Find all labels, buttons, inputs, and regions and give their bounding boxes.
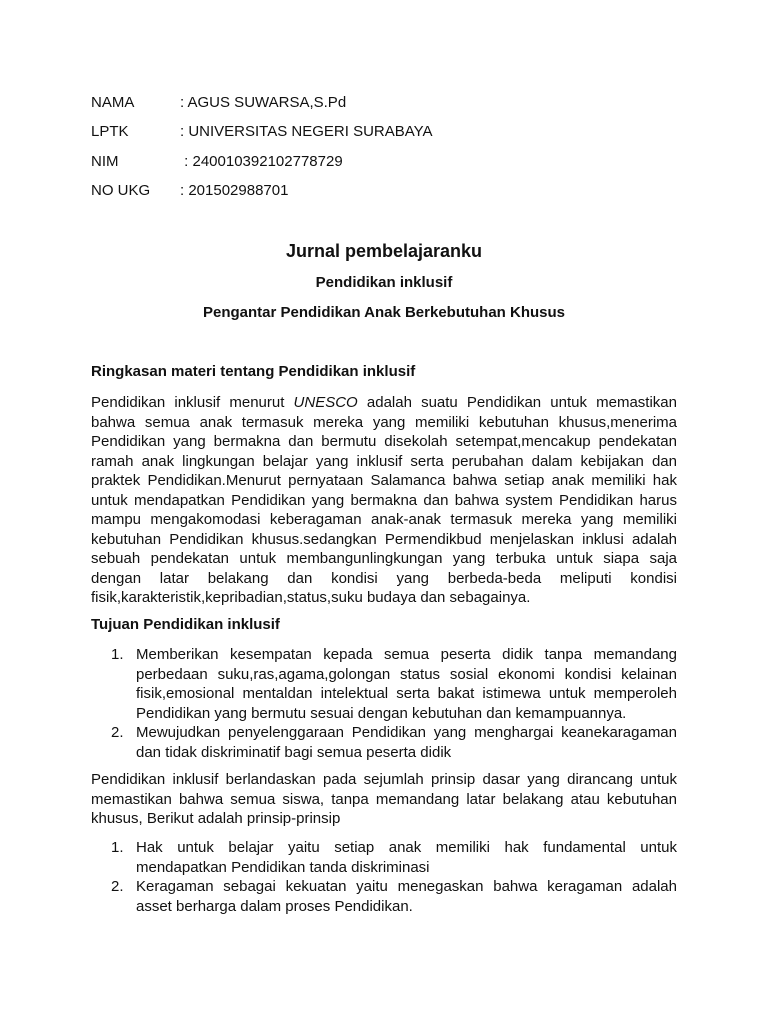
info-value: : AGUS SUWARSA,S.Pd [180, 94, 347, 111]
list-number: 1. [111, 839, 124, 856]
info-label: NAMA [91, 94, 135, 111]
list-number: 2. [111, 724, 124, 741]
subtitle-course: Pengantar Pendidikan Anak Berkebutuhan Khusus [202, 304, 565, 321]
identity-block [91, 93, 433, 210]
list-number: 1. [111, 646, 124, 663]
info-label: NIM [91, 152, 119, 170]
page-title: Jurnal pembelajaranku [285, 241, 483, 261]
list-item [91, 645, 677, 723]
unesco-emphasis: UNESCO [293, 394, 358, 411]
info-row-lptk [91, 122, 433, 151]
subtitle-topic: Pendidikan inklusif [315, 274, 453, 291]
principles-paragraph: Pendidikan inklusif berlandaskan pada sejumlah prinsip dasar yang dirancang untuk memastikan bahwa semua siswa, tanpa memandang latar belakang atau kebutuhan khusus, Berikut adalah prinsip-prinsip [91, 771, 677, 827]
summary-paragraph [91, 393, 677, 608]
list-item [91, 838, 677, 877]
summary-heading: Ringkasan materi tentang Pendidikan inklusif [91, 363, 416, 380]
list-text: Keragaman sebagai kekuatan yaitu menegaskan bahwa keragaman adalah asset berharga dalam proses Pendidikan. [136, 878, 677, 915]
list-text: Mewujudkan penyelenggaraan Pendidikan yang menghargai keanekaragaman dan tidak diskriminatif bagi semua peserta didik [136, 724, 677, 761]
info-value: : UNIVERSITAS NEGERI SURABAYA [180, 123, 433, 141]
goals-list [91, 645, 677, 762]
info-label: NO UKG [91, 181, 151, 199]
goals-heading: Tujuan Pendidikan inklusif [91, 616, 280, 633]
info-label: LPTK [91, 123, 129, 141]
list-text: Memberikan kesempatan kepada semua peserta didik tanpa memandang perbedaan suku,ras,agama,golongan status sosial ekonomi kondisi kelainan fisik,emosional mentaldan intelektual serta bakat istimewa untuk memperoleh Pendidikan yang bermutu sesuai dengan kebutuhan dan kemampuannya. [136, 646, 677, 722]
list-number: 2. [111, 878, 124, 895]
list-text: Hak untuk belajar yaitu setiap anak memiliki hak fundamental untuk mendapatkan Pendidikan tanda diskriminasi [136, 839, 677, 876]
info-value: : 201502988701 [180, 181, 289, 199]
info-value: : 240010392102778729 [180, 152, 343, 170]
principles-list [91, 838, 677, 916]
list-item [91, 877, 677, 916]
list-item [91, 723, 677, 762]
info-row-nama [91, 93, 433, 122]
info-row-no-ukg [91, 181, 433, 210]
summary-text-rest: adalah suatu Pendidikan untuk memastikan bahwa semua anak termasuk mereka yang memiliki kebutuhan khusus,menerima Pendidikan yang bermakna dan bermutu disekolah setempat,mencakup pendekatan ramah anak lingkungan belajar yang inklusif serta perubahan dalam kebijakan dan praktek Pendidikan.Menurut pernyataan Salamanca bahwa setiap anak memiliki hak untuk mendapatkan Pendidikan yang bermakna dan bahwa system Pendidikan harus mampu mengakomodasi keberagaman anak-anak termasuk mereka yang memiliki kebutuhan Pendidikan khusus.sedangkan Permendikbud menjelaskan inklusi adalah sebuah pendekatan untuk membangunlingkungan yang terbuka untuk siapa saja dengan latar belakang dan kondisi yang berbeda-beda meliputi kondisi fisik,karakteristik,kepribadian,status,suku budaya dan sebagainya. [91, 394, 677, 606]
summary-text-start: Pendidikan inklusif menurut [91, 394, 294, 411]
info-row-nim [91, 152, 433, 181]
